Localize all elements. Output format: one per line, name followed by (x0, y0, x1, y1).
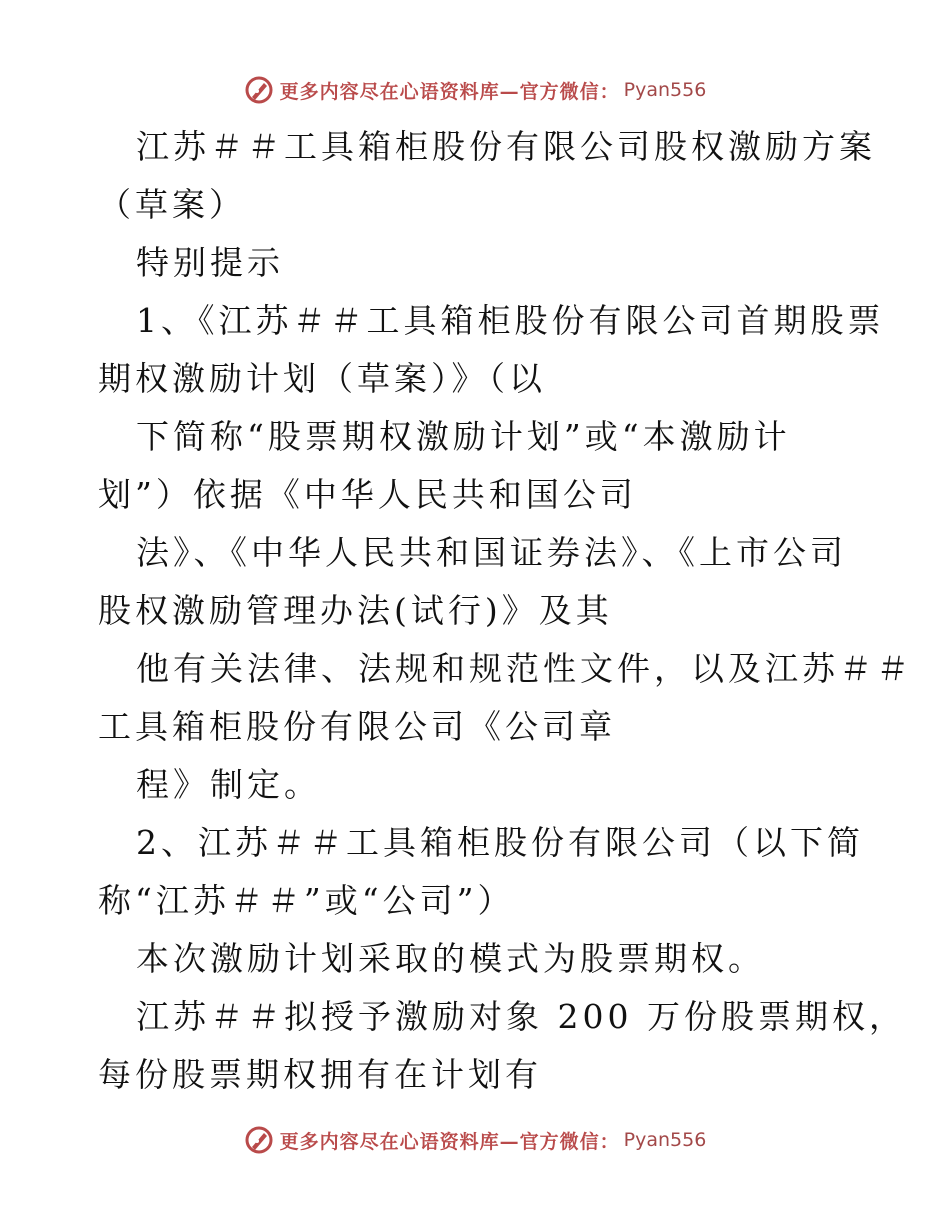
paragraph-line: 他有关法律、法规和规范性文件，以及江苏＃＃ (136, 649, 913, 688)
header-watermark (0, 70, 950, 110)
paragraph-line: 2、江苏＃＃工具箱柜股份有限公司（以下简 (136, 823, 864, 862)
pen-logo-icon (244, 1125, 274, 1155)
paragraph-line: 划”）依据《中华人民共和国公司 (98, 475, 637, 514)
paragraph-line: 江苏＃＃拟授予激励对象 200 万份股票期权， (136, 997, 906, 1036)
paragraph-line: 每份股票期权拥有在计划有 (98, 1055, 542, 1094)
document-title: 江苏＃＃工具箱柜股份有限公司股权激励方案 (136, 127, 876, 166)
watermark-wechat-id: Pyan556 (623, 1129, 707, 1151)
paragraph-line: 股权激励管理办法(试行)》及其 (98, 591, 613, 630)
paragraph-line: 1、《江苏＃＃工具箱柜股份有限公司首期股票 (136, 301, 885, 340)
document-subtitle: （草案） (98, 185, 246, 224)
document-body (98, 118, 913, 1104)
paragraph-line: 法》、《中华人民共和国证券法》、《上市公司 (136, 533, 847, 572)
watermark-text: 更多内容尽在心语资料库—官方微信： (279, 80, 620, 103)
paragraph-line: 期权激励计划（草案）》（以 (98, 359, 546, 398)
watermark-text: 更多内容尽在心语资料库—官方微信： (279, 1130, 620, 1153)
paragraph-line: 下简称“股票期权激励计划”或“本激励计 (136, 417, 791, 456)
section-heading: 特别提示 (136, 243, 284, 282)
pen-logo-icon (244, 75, 274, 105)
watermark-wechat-id: Pyan556 (623, 79, 707, 101)
paragraph-line: 工具箱柜股份有限公司《公司章 (98, 707, 616, 746)
paragraph-line: 本次激励计划采取的模式为股票期权。 (136, 939, 765, 978)
paragraph-line: 程》制定。 (136, 765, 321, 804)
paragraph-line: 称“江苏＃＃”或“公司”） (98, 881, 515, 920)
footer-watermark (0, 1120, 950, 1160)
